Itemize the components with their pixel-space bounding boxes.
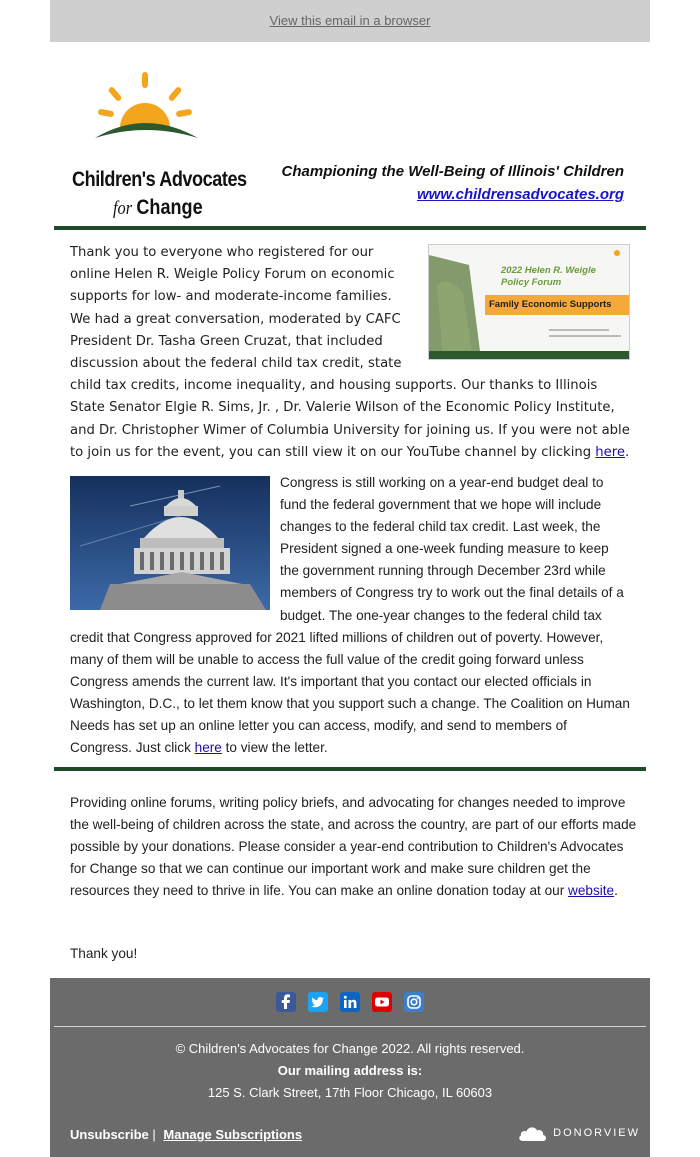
- sun-logo-icon: [90, 70, 240, 140]
- youtube-here-link[interactable]: here: [595, 444, 626, 460]
- forum-image: [428, 244, 630, 360]
- congress-section: Congress is still working on a year-end budget deal to fund the federal government that we hope will include changes to the federal child tax credit. Last week, the President signed a one-week funding measure to keep the government running through December 23rd while members of Congress try to work out the final details of a budget. The one-year changes to the federal child tax credit that Congress approved for 2021 lifted millions of children out of poverty. However, many of them will be unable to access the full value of the credit going forward unless Congress amends the current law. It's important that you contact our elected officials in Washington, D.C., to let them know that you support such a change. The Coalition on Human Needs has set up an online letter you can access, modify, and send to members of Congress. Just click here to view the letter.: [70, 475, 630, 756]
- donation-text: Providing online forums, writing policy briefs, and advocating for changes needed to improve the well-being of children across the state, and across the country, are part of our efforts made possible by your donations. Please consider a year-end contribution to Children's Advocates for Change so that we can continue our important work and make sure children get the resources they need to thrive in life. You can make an online donation today at our: [70, 795, 637, 899]
- linkedin-icon[interactable]: [340, 992, 360, 1012]
- logo-change: Change: [136, 196, 203, 219]
- footer-separator: |: [152, 1127, 156, 1142]
- forum-section: 2022 Helen R. Weigle Policy Forum Family Economic Supports Thank you to everyone who registered for our online Helen R. Weigle Policy Forum on economic supports for low- and moderate-income families. We had a great conversation, moderated by CAFC President Dr. Tasha Green Cruzat, that included discussion about the federal child tax credit, state child tax credits, income inequality, and housing supports. Our thanks to Illinois State Senator Elgie R. Sims, Jr. , Dr. Valerie Wilson of the Economic Policy Institute, and Dr. Christopher Wimer of Columbia University for joining us. If you were not able to join us for the event, you can still view it on our YouTube channel by clicking here.: [70, 245, 630, 460]
- forum-image-caption: [549, 329, 609, 331]
- copyright: © Children's Advocates for Change 2022. All rights reserved.: [175, 1041, 525, 1056]
- facebook-icon[interactable]: [276, 992, 296, 1012]
- forum-text: Thank you to everyone who registered for our online Helen R. Weigle Policy Forum on economic supports for low- and moderate-income families. We had a great conversation, moderated by CAFC President Dr. Tasha Green Cruzat, that included discussion about the federal child tax credit, state child tax credits, income inequality, and housing supports. Our thanks to Illinois State Senator Elgie R. Sims, Jr. , Dr. Valerie Wilson of the Economic Policy Institute, and Dr. Christopher Wimer of Columbia University for joining us. If you were not able to join us for the event, you can still view it on our YouTube channel by clicking: [70, 245, 630, 460]
- email-header: [50, 42, 650, 228]
- mailing-address: 125 S. Clark Street, 17th Floor Chicago, IL 60603: [207, 1085, 493, 1100]
- social-links: [50, 992, 650, 1012]
- logo-name-line2: [113, 196, 203, 220]
- logo: [60, 70, 247, 219]
- cloud-icon: [517, 1124, 549, 1142]
- footer-links: [70, 1127, 302, 1142]
- twitter-icon[interactable]: [308, 992, 328, 1012]
- forum-image-title: 2022 Helen R. Weigle Policy Forum: [501, 265, 596, 288]
- donorview-logo: [517, 1123, 640, 1143]
- divider: [54, 226, 646, 230]
- mailing-label: Our mailing address is:: [277, 1063, 423, 1078]
- unsubscribe-link[interactable]: Unsubscribe: [70, 1127, 149, 1142]
- topbar: [50, 0, 650, 42]
- website-donate-link[interactable]: website: [568, 883, 615, 899]
- congress-text: Congress is still working on a year-end budget deal to fund the federal government that we hope will include changes to the federal child tax credit. Last week, the President signed a one-week funding measure to keep the government running through December 23rd while members of Congress try to work out the final details of a budget. The one-year changes to the federal child tax credit that Congress approved for 2021 lifted millions of children out of poverty. However, many of them will be unable to access the full value of the credit going forward unless Congress amends the current law. It's important that you contact our elected officials in Washington, D.C., to let them know that you support such a change. The Coalition on Human Needs has set up an online letter you can access, modify, and send to members of Congress. Just click: [70, 475, 630, 756]
- divider: [54, 767, 646, 771]
- donation-section: Providing online forums, writing policy briefs, and advocating for changes needed to improve the well-being of children across the state, and across the country, are part of our efforts made possible by your donations. Please consider a year-end contribution to Children's Advocates for Change so that we can continue our important work and make sure children get the resources they need to thrive in life. You can make an online donation today at our website.: [70, 795, 637, 899]
- website-link[interactable]: www.childrensadvocates.org: [416, 186, 624, 203]
- instagram-icon[interactable]: [404, 992, 424, 1012]
- logo-name: Children's Advocates: [72, 168, 247, 191]
- tagline: Championing the Well-Being of Illinois' Children: [281, 163, 624, 180]
- letter-here-link[interactable]: here: [194, 740, 222, 756]
- donorview-brand: DONORVIEW: [553, 1127, 640, 1139]
- thank-you-text: Thank you!: [70, 946, 138, 961]
- youtube-icon[interactable]: [372, 992, 392, 1012]
- capitol-image: [70, 476, 270, 610]
- forum-image-banner: Family Economic Supports: [485, 295, 629, 315]
- footer-divider: [54, 1026, 646, 1027]
- logo-for: for: [113, 198, 133, 219]
- forum-image-caption-2: [549, 335, 621, 337]
- view-in-browser-link[interactable]: View this email in a browser: [269, 13, 431, 28]
- email-footer: [50, 978, 650, 1157]
- manage-subscriptions-link[interactable]: Manage Subscriptions: [163, 1127, 303, 1142]
